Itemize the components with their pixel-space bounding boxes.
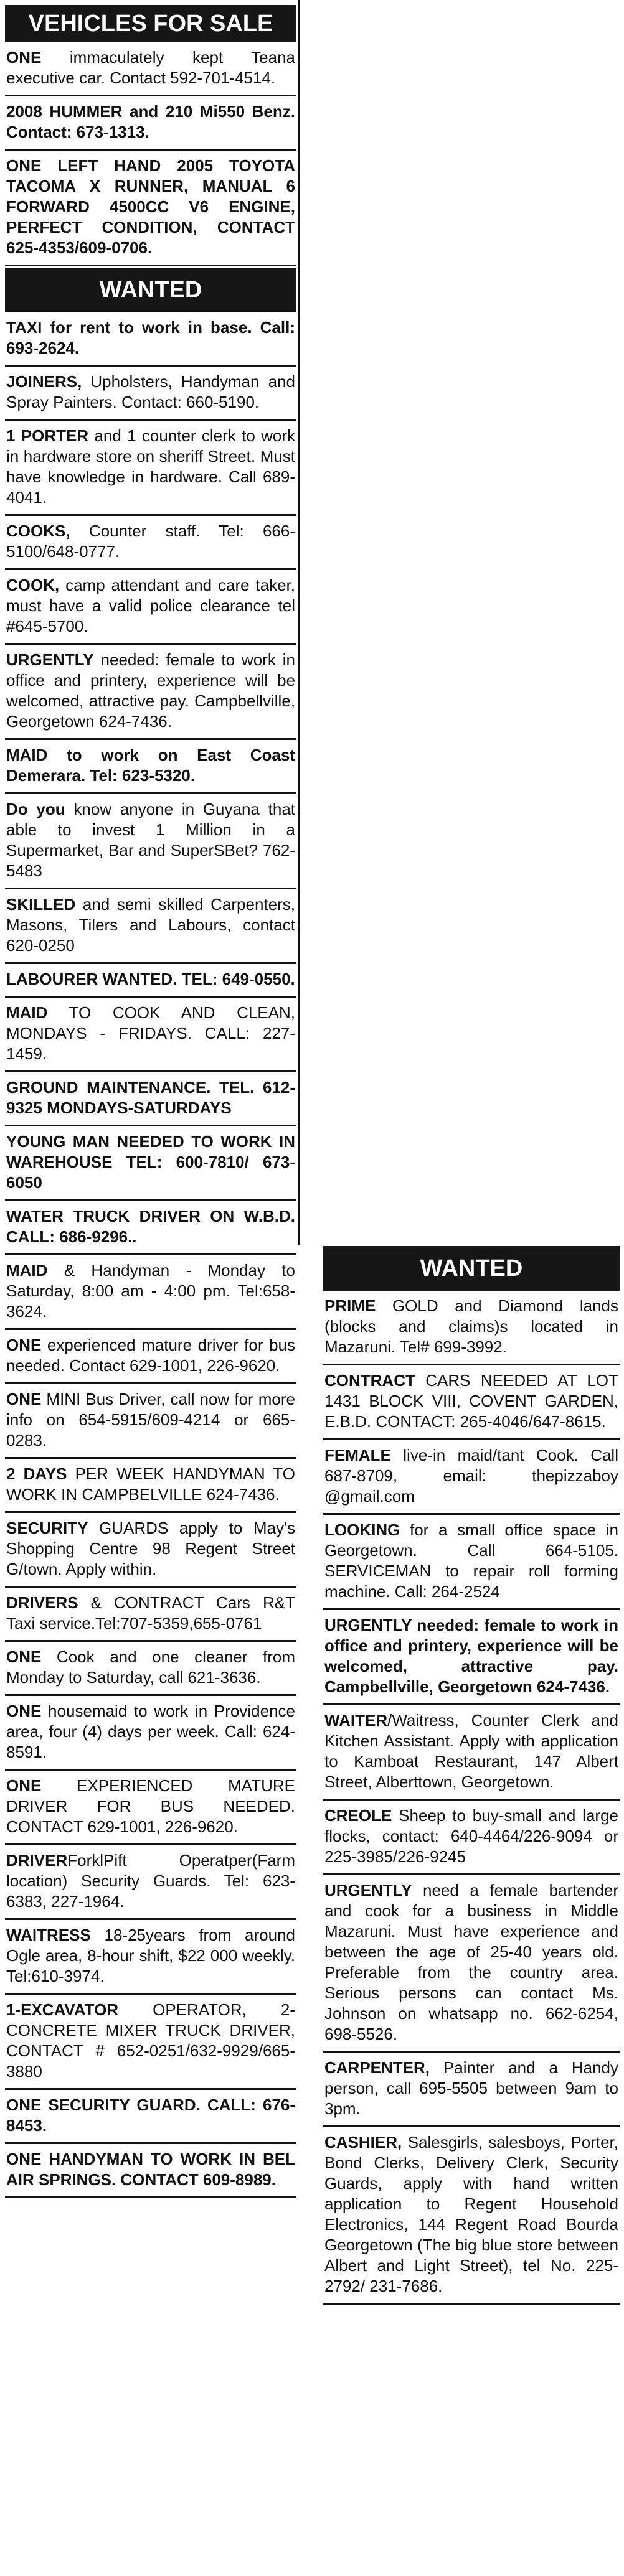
classified-ad <box>5 96 296 151</box>
ad-lead: CASHIER, <box>324 2133 402 2152</box>
classified-ad <box>323 1801 620 1875</box>
classified-ad <box>5 1588 296 1642</box>
classified-ad <box>323 1515 620 1610</box>
classified-ad <box>323 1440 620 1515</box>
classified-ad <box>323 1610 620 1705</box>
ad-lead: MAID <box>6 1261 48 1280</box>
ad-lead: GROUND MAINTENANCE. TEL. 612-9325 MONDAYS-SATURDAYS <box>6 1078 295 1117</box>
section-heading-wanted-right: WANTED <box>323 1246 620 1291</box>
classified-ad <box>5 1459 296 1513</box>
ad-lead: URGENTLY <box>6 650 94 669</box>
right-column <box>323 1246 620 2305</box>
classified-ad <box>5 1696 296 1771</box>
ad-body: & CONTRACT Cars R&T Taxi service.Tel:707-5359,655-0761 <box>6 1593 295 1632</box>
classified-ad <box>5 1771 296 1845</box>
ad-body: camp attendant and care taker, must have a valid police clearance tel #645-5700. <box>6 576 295 635</box>
classified-ad <box>323 2127 620 2305</box>
classified-ad <box>5 42 296 96</box>
classified-ad <box>5 516 296 570</box>
ad-lead: CARPENTER, <box>324 2058 430 2077</box>
ad-body: for a small office space in Georgetown. Call 664-5105. SERVICEMAN to repair roll forming machine. Call: 264-2524 <box>324 1520 618 1601</box>
wanted-ads <box>5 312 296 2198</box>
ad-lead: 1-EXCAVATOR <box>6 2000 119 2019</box>
classified-ad <box>5 740 296 794</box>
classified-ad <box>5 1072 296 1126</box>
ad-lead: ONE <box>6 1702 42 1720</box>
classified-ad <box>5 2144 296 2198</box>
ad-body: Sheep to buy-small and large flocks, contact: 640-4464/226-9094 or 225-3985/226-9245 <box>324 1806 618 1866</box>
classified-ad <box>5 1384 296 1459</box>
ad-lead: SECURITY <box>6 1519 88 1537</box>
ad-lead: WATER TRUCK DRIVER ON W.B.D. CALL: 686-9296.. <box>6 1207 295 1246</box>
classified-ad <box>5 1920 296 1995</box>
ad-body: GOLD and Diamond lands (blocks and claims)s located in Mazaruni. Tel# 699-3992. <box>324 1296 618 1356</box>
ad-lead: URGENTLY needed: female to work in office and printery, experience will be welcomed, attractive pay. Campbellville, Georgetown 624-7436. <box>324 1616 618 1696</box>
ad-lead: COOK, <box>6 576 60 594</box>
ad-lead: LABOURER WANTED. TEL: 649-0550. <box>6 970 295 988</box>
ad-body: need a female bartender and cook for a business in Middle Mazaruni. Must have experience and between the age of 25-40 years old. Preferable from the country area. Serious persons can contact Ms. Johnson on whatsapp no. 662-6254, 698-5526. <box>324 1881 618 2043</box>
classified-ad <box>5 645 296 740</box>
ad-body: PER WEEK HANDYMAN TO WORK IN CAMPBELVILLE 624-7436. <box>6 1464 295 1504</box>
ad-body: EXPERIENCED MATURE DRIVER FOR BUS NEEDED. CONTACT 629-1001, 226-9620. <box>6 1776 295 1836</box>
ad-lead: WAITER <box>324 1711 388 1730</box>
classified-ad <box>5 998 296 1072</box>
ad-lead: DRIVERS <box>6 1593 78 1612</box>
ad-lead: FEMALE <box>324 1446 391 1464</box>
ad-lead: ONE LEFT HAND 2005 TOYOTA TACOMA X RUNNER, MANUAL 6 FORWARD 4500CC V6 ENGINE, PERFECT CONDITION, CONTACT 625-4353/609-0706. <box>6 156 295 257</box>
ad-body: Upholsters, Handyman and Spray Painters. Contact: 660-5190. <box>6 372 295 411</box>
ad-body: experienced mature driver for bus needed. Contact 629-1001, 226-9620. <box>6 1336 295 1375</box>
ad-body: 18-25years from around Ogle area, 8-hour shift, $22 000 weekly. Tel:610-3974. <box>6 1926 295 1985</box>
classified-ad <box>323 1875 620 2053</box>
ad-lead: ONE SECURITY GUARD. CALL: 676-8453. <box>6 2096 295 2135</box>
ad-lead: ONE HANDYMAN TO WORK IN BEL AIR SPRINGS. CONTACT 609-8989. <box>6 2150 295 2189</box>
classified-ad <box>5 1642 296 1696</box>
ad-lead: WAITRESS <box>6 1926 91 1944</box>
classified-ad <box>5 1513 296 1588</box>
ad-body: OPERATOR, 2- CONCRETE MIXER TRUCK DRIVER, CONTACT # 652-0251/632-9929/665-3880 <box>6 2000 295 2081</box>
ad-body: housemaid to work in Providence area, four (4) days per week. Call: 624-8591. <box>6 1702 295 1761</box>
ad-lead: 1 PORTER <box>6 426 89 445</box>
ad-body: needed: female to work in office and printery, experience will be welcomed, attractive pay. Campbellville, Georgetown 624-7436. <box>6 650 295 731</box>
ad-body: MINI Bus Driver, call now for more info on 654-5915/609-4214 or 665-0283. <box>6 1390 295 1450</box>
ad-body: Cook and one cleaner from Monday to Saturday, call 621-3636. <box>6 1647 295 1687</box>
ad-body: Salesgirls, salesboys, Porter, Bond Clerks, Delivery Clerk, Security Guards, apply with hand written application to Regent Household Electronics, 144 Regent Road Bourda Georgetown (The big blue store between Albert and Light Street), tel No. 225-2792/ 231-7686. <box>324 2133 618 2295</box>
left-column <box>5 5 296 2198</box>
ad-lead: MAID <box>6 1003 48 1022</box>
classified-ad <box>5 1995 296 2090</box>
classified-ad <box>323 2053 620 2127</box>
classified-ad <box>5 1845 296 1920</box>
ad-body: CARS NEEDED AT LOT 1431 BLOCK VIII, COVENT GARDEN, E.B.D. CONTACT: 265-4046/647-8615. <box>324 1371 618 1431</box>
ad-lead: ONE <box>6 1336 42 1354</box>
ad-body: GUARDS apply to May's Shopping Centre 98 Regent Street G/town. Apply within. <box>6 1519 295 1578</box>
classified-ad <box>5 1330 296 1384</box>
ad-body: immaculately kept Teana executive car. Contact 592-701-4514. <box>6 48 295 87</box>
ad-body: /Waitress, Counter Clerk and Kitchen Assistant. Apply with application to Kamboat Restaurant, 147 Albert Street, Alberttown, Georgetown. <box>324 1711 618 1791</box>
classified-ad <box>5 794 296 889</box>
section-heading-vehicles: VEHICLES FOR SALE <box>5 5 296 42</box>
classified-ad <box>5 889 296 964</box>
ad-lead: COOKS, <box>6 522 70 540</box>
classified-ad <box>5 1255 296 1330</box>
ad-lead: PRIME <box>324 1296 376 1315</box>
ad-body: ForklPift Operatper(Farm location) Security Guards. Tel: 623-6383, 227-1964. <box>6 1851 295 1911</box>
classified-ad <box>5 367 296 421</box>
column-divider <box>298 0 300 1245</box>
ad-body: Painter and a Handy person, call 695-5505 between 9am to 3pm. <box>324 2058 618 2118</box>
wanted-ads-right <box>323 1291 620 2305</box>
ad-body: live-in maid/tant Cook. Call 687-8709, email: thepizzaboy @gmail.com <box>324 1446 618 1506</box>
vehicles-ads <box>5 42 296 266</box>
classified-ad <box>5 570 296 645</box>
section-heading-wanted: WANTED <box>5 268 296 312</box>
ad-lead: 2008 HUMMER and 210 Mi550 Benz. Contact: 673-1313. <box>6 102 295 141</box>
classified-ad <box>5 1201 296 1255</box>
classified-ad <box>323 1291 620 1365</box>
ad-lead: ONE <box>6 1647 42 1666</box>
ad-lead: SKILLED <box>6 895 76 914</box>
classified-ad <box>5 2090 296 2144</box>
ad-lead: URGENTLY <box>324 1881 412 1899</box>
classified-ad <box>5 312 296 367</box>
ad-body: know anyone in Guyana that able to invest 1 Million in a Supermarket, Bar and SuperSBet? 762-5483 <box>6 800 295 880</box>
ad-body: & Handyman - Monday to Saturday, 8:00 am - 4:00 pm. Tel:658-3624. <box>6 1261 295 1321</box>
ad-lead: ONE <box>6 1390 42 1408</box>
ad-body: TO COOK AND CLEAN, MONDAYS - FRIDAYS. CALL: 227-1459. <box>6 1003 295 1063</box>
ad-lead: Do you <box>6 800 65 818</box>
ad-lead: LOOKING <box>324 1520 400 1539</box>
classified-ad <box>5 1126 296 1201</box>
ad-lead: ONE <box>6 48 42 67</box>
ad-body: and 1 counter clerk to work in hardware store on sheriff Street. Must have knowledge in hardware. Call 689-4041. <box>6 426 295 507</box>
ad-body: Counter staff. Tel: 666-5100/648-0777. <box>6 522 295 561</box>
classified-ad <box>5 151 296 266</box>
ad-lead: YOUNG MAN NEEDED TO WORK IN WAREHOUSE TEL: 600-7810/ 673-6050 <box>6 1132 295 1192</box>
ad-lead: CONTRACT <box>324 1371 415 1390</box>
ad-lead: TAXI for rent to work in base. Call: 693-2624. <box>6 318 295 357</box>
classified-ad <box>323 1365 620 1440</box>
ad-lead: DRIVER <box>6 1851 68 1870</box>
classified-ad <box>5 421 296 516</box>
ad-lead: 2 DAYS <box>6 1464 67 1483</box>
ad-lead: JOINERS, <box>6 372 82 391</box>
ad-lead: MAID to work on East Coast Demerara. Tel: 623-5320. <box>6 746 295 785</box>
classified-ad <box>323 1705 620 1801</box>
ad-lead: CREOLE <box>324 1806 392 1825</box>
classified-ad <box>5 964 296 998</box>
ad-body: and semi skilled Carpenters, Masons, Tilers and Labours, contact 620-0250 <box>6 895 295 955</box>
ad-lead: ONE <box>6 1776 42 1795</box>
